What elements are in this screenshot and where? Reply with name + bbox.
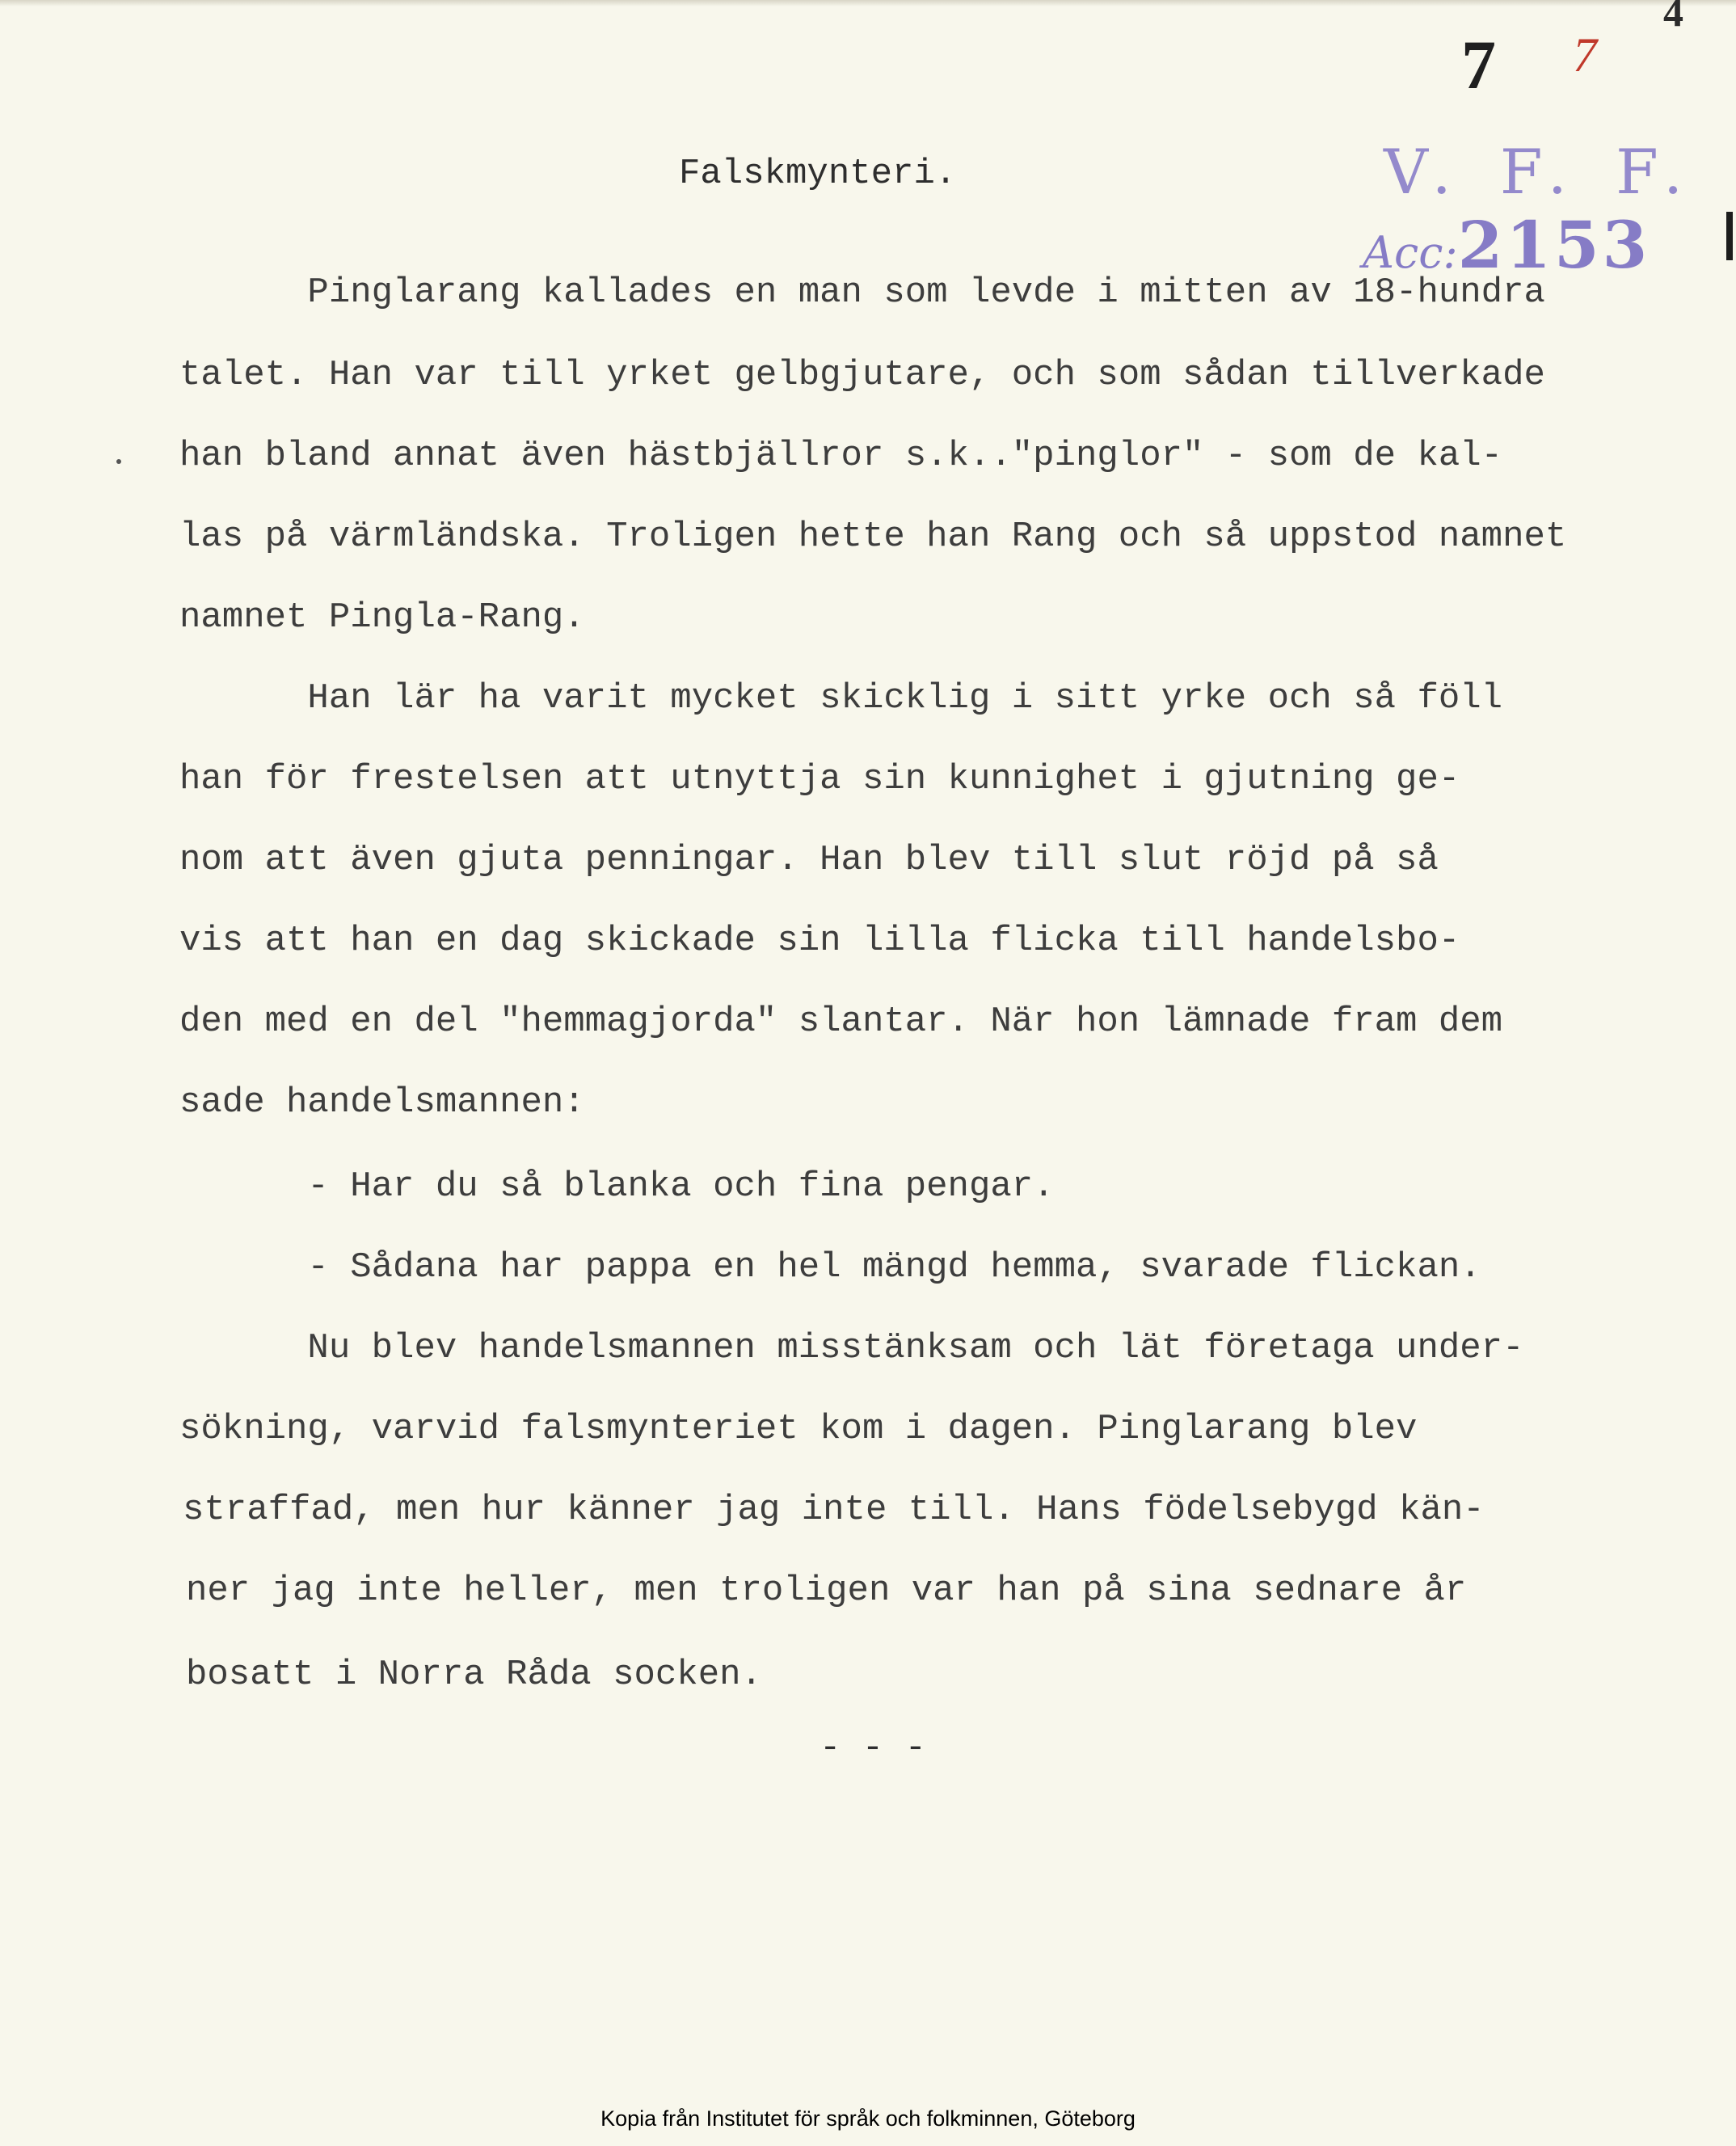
text-line: Pinglarang kallades en man som levde i mitten av 18-hundra [179, 272, 1545, 313]
text-line: Nu blev handelsmannen misstänksam och lät företaga under- [179, 1328, 1524, 1368]
accession-number: 2153 [1457, 207, 1651, 283]
text-line: han för frestelsen att utnyttja sin kunnighet i gjutning ge- [179, 759, 1460, 799]
document-title: Falskmynteri. [679, 154, 957, 194]
corner-number: 4 [1663, 0, 1683, 35]
text-line: - Sådana har pappa en hel mängd hemma, svarade flickan. [179, 1247, 1481, 1288]
page-number-handwritten: 7 [1573, 28, 1597, 82]
accession-stamp [1363, 207, 1650, 283]
edge-mark [1726, 212, 1733, 260]
text-line: straffad, men hur känner jag inte till. Hans födelsebygd kän- [183, 1490, 1485, 1530]
text-line: den med en del "hemmagjorda" slantar. När hon lämnade fram dem [179, 1001, 1503, 1042]
text-line: sökning, varvid falsmynteriet kom i dagen. Pinglarang blev [179, 1409, 1418, 1449]
text-line: Han lär ha varit mycket skicklig i sitt yrke och så föll [179, 678, 1503, 719]
text-line: nom att även gjuta penningar. Han blev till slut röjd på så [179, 840, 1439, 880]
archive-footer: Kopia från Institutet för språk och folkminnen, Göteborg [600, 2106, 1136, 2131]
text-line: sade handelsmannen: [179, 1082, 585, 1123]
text-line: las på värmländska. Troligen hette han Rang och så uppstod namnet [179, 516, 1567, 557]
margin-mark [116, 459, 121, 464]
text-line: vis att han en dag skickade sin lilla flicka till handelsbo- [179, 921, 1460, 961]
page-number: 7 [1461, 26, 1496, 103]
text-line: ner jag inte heller, men troligen var han på sina sednare år [186, 1571, 1467, 1611]
text-line: - Har du så blanka och fina pengar. [179, 1166, 1055, 1207]
archive-stamp: V. F. F. [1384, 136, 1698, 208]
end-rule: - - - [820, 1728, 927, 1769]
text-line: han bland annat även hästbjällror s.k.."pinglor" - som de kal- [179, 436, 1503, 476]
text-line: bosatt i Norra Råda socken. [186, 1655, 762, 1695]
page-edge [0, 0, 1736, 6]
text-line: namnet Pingla-Rang. [179, 597, 585, 638]
text-line: talet. Han var till yrket gelbgjutare, och som sådan tillverkade [179, 355, 1545, 395]
accession-label: Acc: [1363, 227, 1458, 278]
